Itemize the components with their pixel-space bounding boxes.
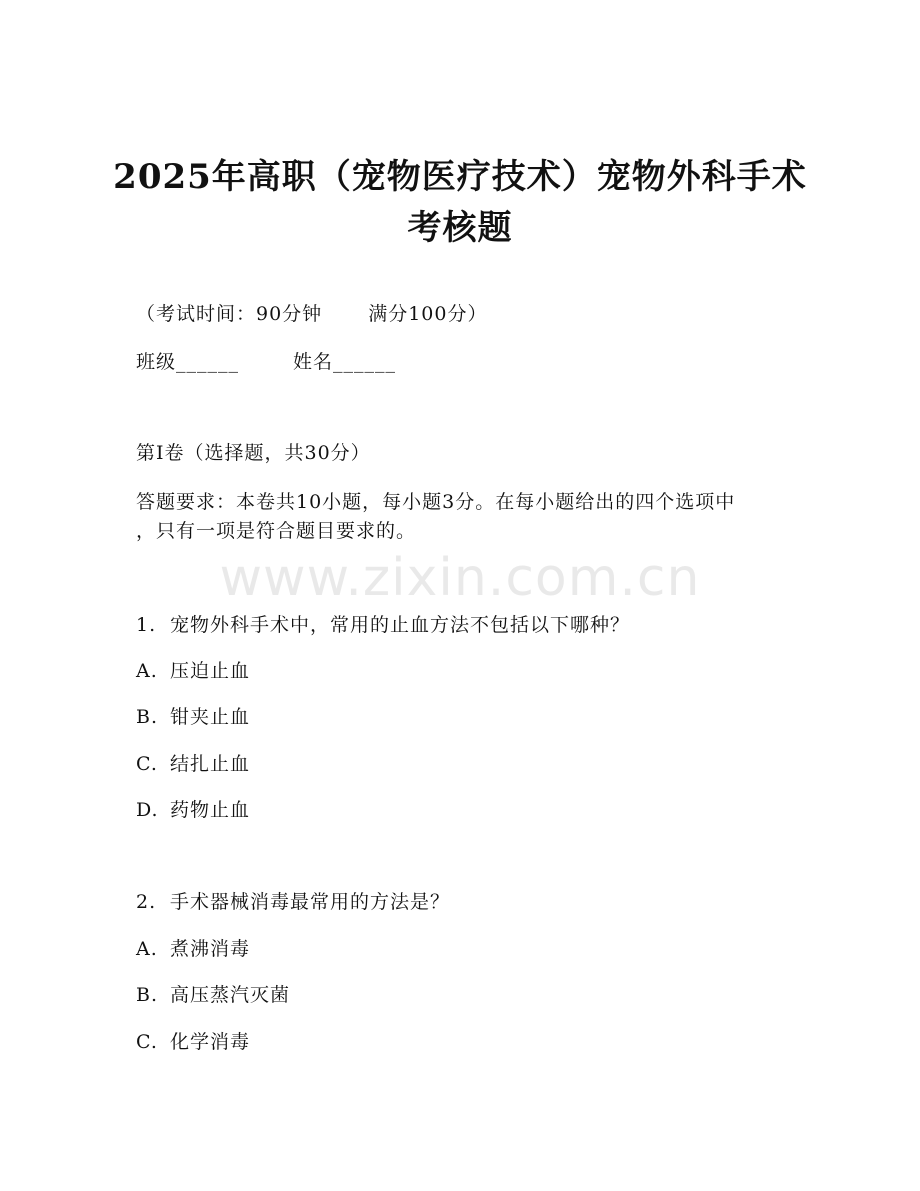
option-text: 结扎止血 (170, 753, 251, 775)
option-text: 煮沸消毒 (170, 938, 251, 960)
question-1-option-b (136, 705, 250, 729)
student-fields (136, 350, 396, 374)
question-2-option-b (136, 983, 290, 1007)
question-1-option-c (136, 752, 250, 776)
option-text: 化学消毒 (170, 1031, 251, 1053)
name-field: 姓名______ (293, 351, 397, 373)
option-text: 压迫止血 (170, 660, 251, 682)
question-1-option-a (136, 659, 250, 683)
option-letter: B. (136, 706, 159, 728)
option-letter: A. (136, 660, 158, 682)
watermark: www.zixin.com.cn (219, 548, 701, 608)
option-text: 高压蒸汽灭菌 (170, 984, 291, 1006)
option-letter: C. (136, 753, 158, 775)
option-letter: D. (136, 799, 159, 821)
option-letter: C. (136, 1031, 158, 1053)
question-text: 宠物外科手术中，常用的止血方法不包括以下哪种？ (170, 614, 631, 636)
question-1-option-d (136, 798, 250, 822)
question-2-option-a (136, 937, 250, 961)
exam-info (136, 302, 487, 326)
exam-time: （考试时间：90分钟 (136, 303, 323, 325)
question-2 (136, 890, 450, 914)
instructions-line-2: ，只有一项是符合题目要求的。 (136, 520, 417, 542)
option-letter: A. (136, 938, 158, 960)
option-letter: B. (136, 984, 159, 1006)
option-text: 药物止血 (170, 799, 251, 821)
section-heading: 第I卷（选择题，共30分） (136, 442, 371, 464)
document-title-line-1: 2025年高职（宠物医疗技术）宠物外科手术 (113, 157, 807, 197)
question-1 (136, 613, 630, 637)
instructions-line-1: 答题要求：本卷共10小题，每小题3分。在每小题给出的四个选项中 (136, 491, 736, 513)
exam-score: 满分100分） (368, 303, 488, 325)
question-text: 手术器械消毒最常用的方法是？ (170, 891, 451, 913)
question-number: 1. (136, 614, 157, 636)
option-text: 钳夹止血 (170, 706, 251, 728)
question-number: 2. (136, 891, 157, 913)
question-2-option-c (136, 1030, 250, 1054)
document-title-line-2: 考核题 (407, 208, 513, 248)
class-field: 班级______ (136, 351, 240, 373)
